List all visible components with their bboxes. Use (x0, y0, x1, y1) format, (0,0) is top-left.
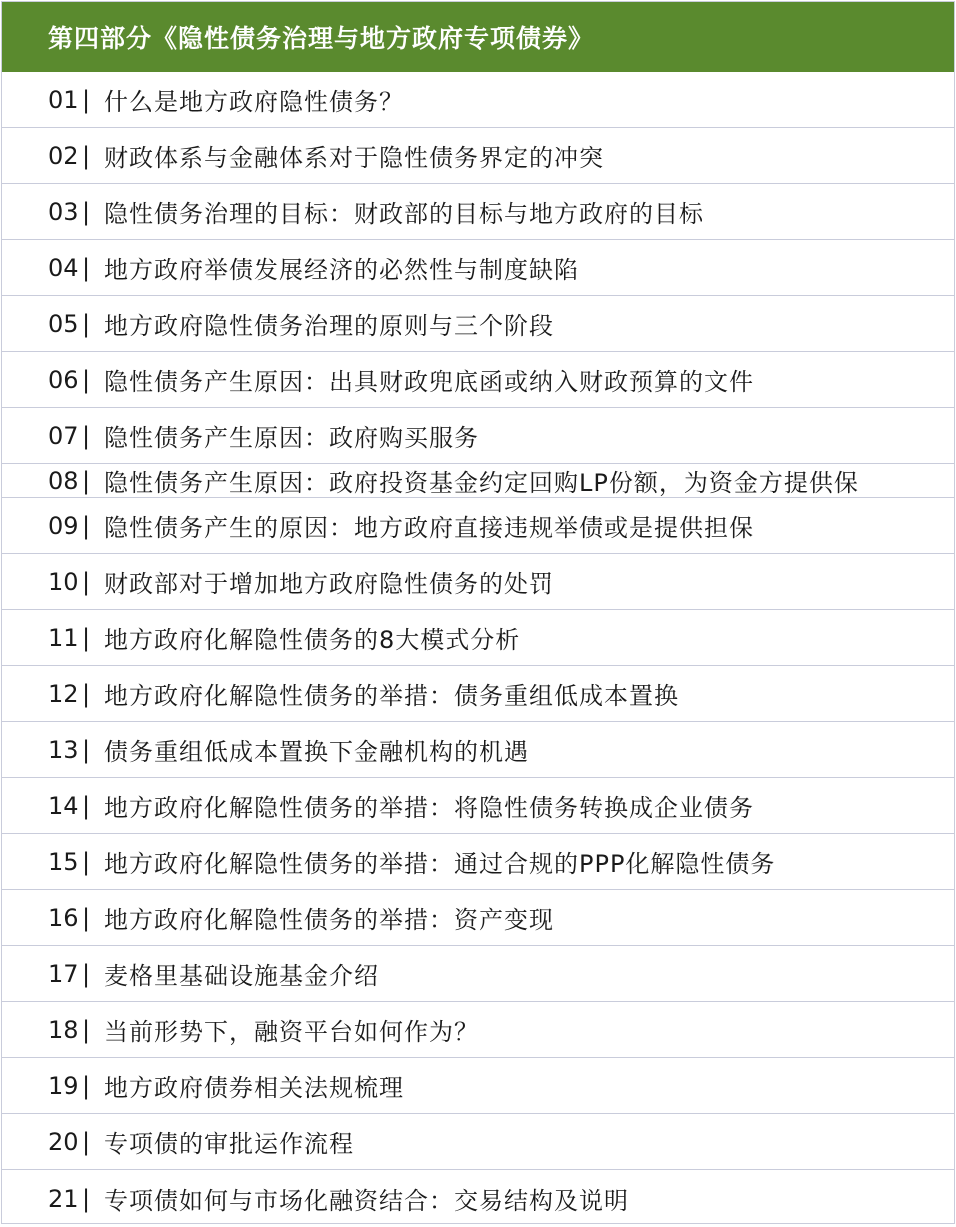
toc-row-separator: | (82, 847, 91, 876)
toc-row-title: 隐性债务产生原因：政府投资基金约定回购LP份额，为资金方提供保 (104, 469, 859, 497)
toc-row-title: 地方政府化解隐性债务的举措：将隐性债务转换成企业债务 (104, 794, 754, 822)
toc-row-title: 当前形势下，融资平台如何作为？ (104, 1018, 479, 1046)
toc-row-title: 麦格里基础设施基金介绍 (104, 962, 379, 990)
toc-row-separator: | (82, 959, 91, 988)
toc-row[interactable] (2, 352, 954, 408)
toc-row-number: 02 (48, 141, 79, 170)
toc-row-separator: | (82, 903, 91, 932)
toc-row[interactable] (2, 408, 954, 464)
toc-row-separator: | (82, 1127, 91, 1156)
toc-row-number: 01 (48, 85, 79, 114)
toc-row-number: 05 (48, 309, 79, 338)
toc-row[interactable] (2, 72, 954, 128)
toc-row-title: 地方政府隐性债务治理的原则与三个阶段 (104, 312, 554, 340)
table-of-contents (1, 1, 955, 1224)
toc-row-title: 地方政府举债发展经济的必然性与制度缺陷 (104, 256, 579, 284)
toc-row-number: 21 (48, 1184, 79, 1213)
toc-row-separator: | (82, 141, 91, 170)
toc-row[interactable] (2, 498, 954, 554)
toc-row-title: 隐性债务产生原因：出具财政兜底函或纳入财政预算的文件 (104, 368, 754, 396)
toc-row-number: 19 (48, 1071, 79, 1100)
toc-row[interactable] (2, 890, 954, 946)
toc-row-separator: | (82, 253, 91, 282)
toc-row-number: 11 (48, 623, 79, 652)
toc-row[interactable] (2, 778, 954, 834)
toc-row-number: 03 (48, 197, 79, 226)
toc-row[interactable] (2, 1058, 954, 1114)
toc-row-separator: | (82, 85, 91, 114)
toc-row-title: 隐性债务治理的目标：财政部的目标与地方政府的目标 (104, 200, 704, 228)
toc-row-title: 地方政府化解隐性债务的8大模式分析 (104, 626, 521, 654)
toc-row-title: 地方政府化解隐性债务的举措：通过合规的PPP化解隐性债务 (104, 850, 776, 878)
toc-row-title: 债务重组低成本置换下金融机构的机遇 (104, 738, 529, 766)
toc-row-title: 财政体系与金融体系对于隐性债务界定的冲突 (104, 144, 604, 172)
toc-row-separator: | (82, 365, 91, 394)
toc-row-separator: | (82, 197, 91, 226)
toc-row-title: 财政部对于增加地方政府隐性债务的处罚 (104, 570, 554, 598)
toc-row-number: 20 (48, 1127, 79, 1156)
toc-row[interactable] (2, 834, 954, 890)
toc-row[interactable] (2, 464, 954, 498)
toc-row-number: 08 (48, 466, 79, 495)
toc-row-number: 09 (48, 511, 79, 540)
section-header (2, 2, 954, 72)
toc-row[interactable] (2, 240, 954, 296)
toc-row[interactable] (2, 1170, 954, 1227)
toc-row-number: 04 (48, 253, 79, 282)
toc-row-number: 12 (48, 679, 79, 708)
toc-row-number: 17 (48, 959, 79, 988)
toc-row[interactable] (2, 722, 954, 778)
toc-row-separator: | (82, 511, 91, 540)
toc-row-title: 专项债如何与市场化融资结合：交易结构及说明 (104, 1187, 629, 1215)
toc-row-title: 地方政府债券相关法规梳理 (104, 1074, 404, 1102)
toc-row-number: 14 (48, 791, 79, 820)
toc-row-separator: | (82, 1184, 91, 1213)
toc-row-title: 专项债的审批运作流程 (104, 1130, 354, 1158)
toc-row-separator: | (82, 1071, 91, 1100)
toc-row[interactable] (2, 554, 954, 610)
toc-row-separator: | (82, 309, 91, 338)
toc-row[interactable] (2, 1114, 954, 1170)
toc-row-separator: | (82, 791, 91, 820)
toc-row-number: 06 (48, 365, 79, 394)
toc-row-separator: | (82, 623, 91, 652)
toc-row-number: 16 (48, 903, 79, 932)
toc-row[interactable] (2, 296, 954, 352)
toc-row-separator: | (82, 1015, 91, 1044)
toc-row-number: 10 (48, 567, 79, 596)
toc-row[interactable] (2, 128, 954, 184)
toc-row-number: 18 (48, 1015, 79, 1044)
toc-row-separator: | (82, 679, 91, 708)
toc-row[interactable] (2, 184, 954, 240)
toc-row-separator: | (82, 735, 91, 764)
toc-row-separator: | (82, 421, 91, 450)
toc-row-number: 13 (48, 735, 79, 764)
toc-row[interactable] (2, 946, 954, 1002)
toc-row[interactable] (2, 1002, 954, 1058)
toc-row-title: 地方政府化解隐性债务的举措：资产变现 (104, 906, 554, 934)
toc-row-title: 隐性债务产生的原因：地方政府直接违规举债或是提供担保 (104, 514, 754, 542)
toc-list (2, 72, 954, 1227)
toc-row-title: 隐性债务产生原因：政府购买服务 (104, 424, 479, 452)
toc-row-title: 什么是地方政府隐性债务？ (104, 88, 404, 116)
section-title: 第四部分《隐性债务治理与地方政府专项债券》 (48, 24, 595, 53)
toc-row[interactable] (2, 666, 954, 722)
toc-row-separator: | (82, 567, 91, 596)
toc-row-title: 地方政府化解隐性债务的举措：债务重组低成本置换 (104, 682, 679, 710)
toc-row[interactable] (2, 610, 954, 666)
toc-row-number: 15 (48, 847, 79, 876)
toc-row-number: 07 (48, 421, 79, 450)
toc-row-separator: | (82, 466, 91, 495)
